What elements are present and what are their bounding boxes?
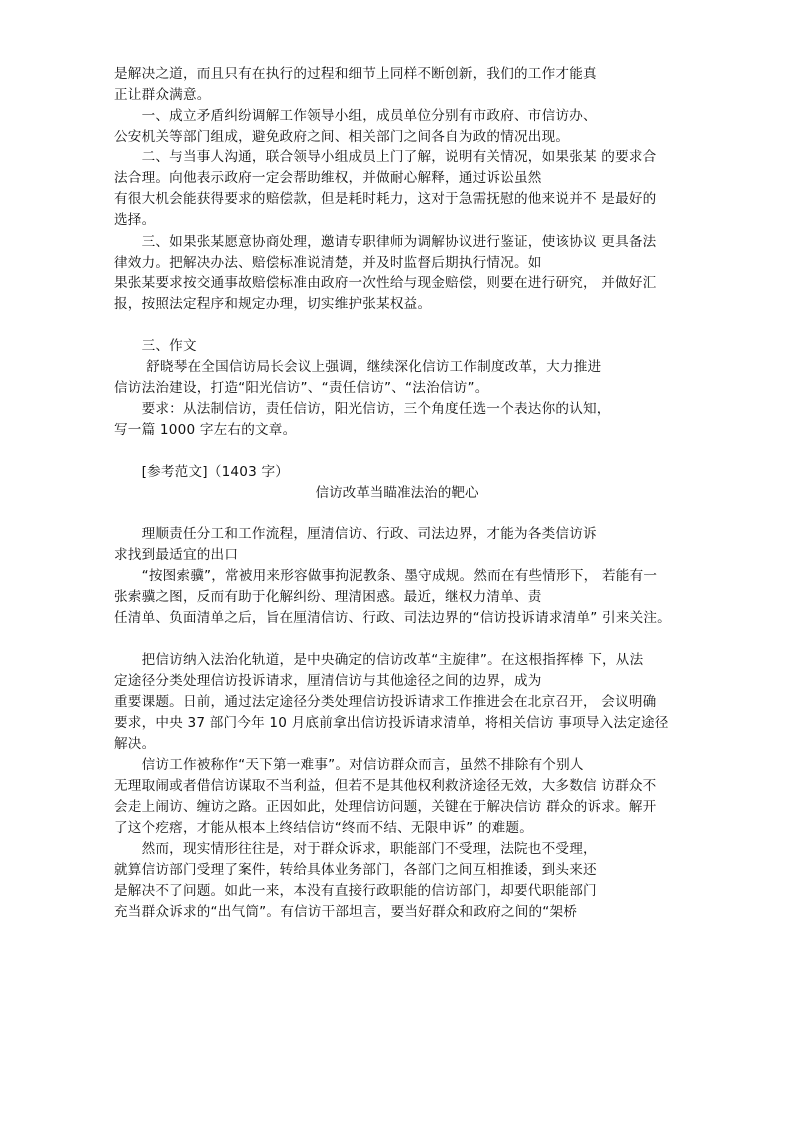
text-line: 定途径分类处理信访投诉请求，厘清信访与其他途径之间的边界，成为 bbox=[114, 673, 542, 689]
reference-label: [参考范文]（1403 字） bbox=[114, 464, 290, 480]
text-line: 是解决之道，而且只有在执行的过程和细节上同样不断创新，我们的工作才能真 bbox=[114, 66, 597, 82]
text-line: 张索骥之图，反而有助于化解纠纷、理清困惑。最近，继权力清单、责 bbox=[114, 589, 542, 605]
text-line: 充当群众诉求的“出气筒”。有信访干部坦言，要当好群众和政府之间的“架桥 bbox=[114, 904, 578, 920]
text-line: 二、与当事人沟通，联合领导小组成员上门了解，说明有关情况，如果张某 的要求合 bbox=[114, 149, 657, 165]
text-line: 有很大机会能获得要求的赔偿款，但是耗时耗力，这对于急需抚慰的他来说并不 是最好的 bbox=[114, 191, 657, 207]
text-line: 写一篇 1000 字左右的文章。 bbox=[114, 422, 297, 438]
text-line: 信访法治建设，打造“阳光信访”、“责任信访”、“法治信访”。 bbox=[114, 380, 489, 396]
text-line: 法合理。向他表示政府一定会帮助维权，并做耐心解释，通过诉讼虽然 bbox=[114, 170, 542, 186]
text-line: 重要课题。日前，通过法定途径分类处理信访投诉请求工作推进会在北京召开， 会议明确 bbox=[114, 694, 657, 710]
text-line: 一、成立矛盾纠纷调解工作领导小组，成员单位分别有市政府、市信访办、 bbox=[114, 108, 597, 124]
text-line: 果张某要求按交通事故赔偿标准由政府一次性给与现金赔偿，则要在进行研究， 并做好汇 bbox=[114, 275, 657, 291]
text-line: 解决。 bbox=[114, 736, 156, 752]
text-line: 舒晓琴在全国信访局长会议上强调，继续深化信访工作制度改革，大力推进 bbox=[114, 359, 602, 375]
text-line: 是解决不了问题。如此一来，本没有直接行政职能的信访部门，却要代职能部门 bbox=[114, 883, 597, 899]
text-line: 然而，现实情形往往是，对于群众诉求，职能部门不受理，法院也不受理， bbox=[114, 841, 597, 857]
text-line: 就算信访部门受理了案件，转给具体业务部门，各部门之间互相推诿，到头来还 bbox=[114, 862, 597, 878]
text-line: 把信访纳入法治化轨道，是中央确定的信访改革“主旋律”。在这根指挥棒 下，从法 bbox=[114, 652, 644, 668]
text-line: 求找到最适宜的出口 bbox=[114, 547, 239, 563]
text-line: 要求，中央 37 部门今年 10 月底前拿出信访投诉请求清单，将相关信访 事项导入法定途径 bbox=[114, 715, 669, 731]
text-line: “按图索骥”，常被用来形容做事拘泥教条、墨守成规。然而在有些情形下， 若能有一 bbox=[114, 568, 658, 584]
text-line: 律效力。把解决办法、赔偿标准说清楚，并及时监督后期执行情况。如 bbox=[114, 255, 542, 271]
text-line: 会走上闹访、缠访之路。正因如此，处理信访问题，关键在于解决信访 群众的诉求。解开 bbox=[114, 799, 657, 815]
text-line: 选择。 bbox=[114, 212, 156, 228]
text-line: 信访工作被称作“天下第一难事”。对信访群众而言，虽然不排除有个别人 bbox=[114, 757, 584, 773]
text-line: 无理取闹或者借信访谋取不当利益，但若不是其他权利救济途径无效，大多数信 访群众不 bbox=[114, 778, 657, 794]
text-line: 任清单、负面清单之后，旨在厘清信访、行政、司法边界的“信访投诉请求清单” 引来关注。 bbox=[114, 610, 671, 626]
essay-title: 信访改革当瞄准法治的靶心 bbox=[315, 485, 479, 501]
text-line: 三、如果张某愿意协商处理，邀请专职律师为调解协议进行鉴证，使该协议 更具备法 bbox=[114, 234, 657, 250]
text-line: 理顺责任分工和工作流程，厘清信访、行政、司法边界，才能为各类信访诉 bbox=[114, 526, 597, 542]
text-line: 正让群众满意。 bbox=[114, 87, 211, 103]
text-line: 了这个疙瘩，才能从根本上终结信访“终而不结、无限申诉” 的难题。 bbox=[114, 820, 534, 836]
text-line: 报，按照法定程序和规定办理，切实维护张某权益。 bbox=[114, 296, 432, 312]
text-line: 要求：从法制信访，责任信访，阳光信访，三个角度任选一个表达你的认知， bbox=[114, 401, 611, 417]
text-line: 公安机关等部门组成，避免政府之间、相关部门之间各自为政的情况出现。 bbox=[114, 129, 570, 145]
section-heading: 三、作文 bbox=[114, 338, 197, 354]
